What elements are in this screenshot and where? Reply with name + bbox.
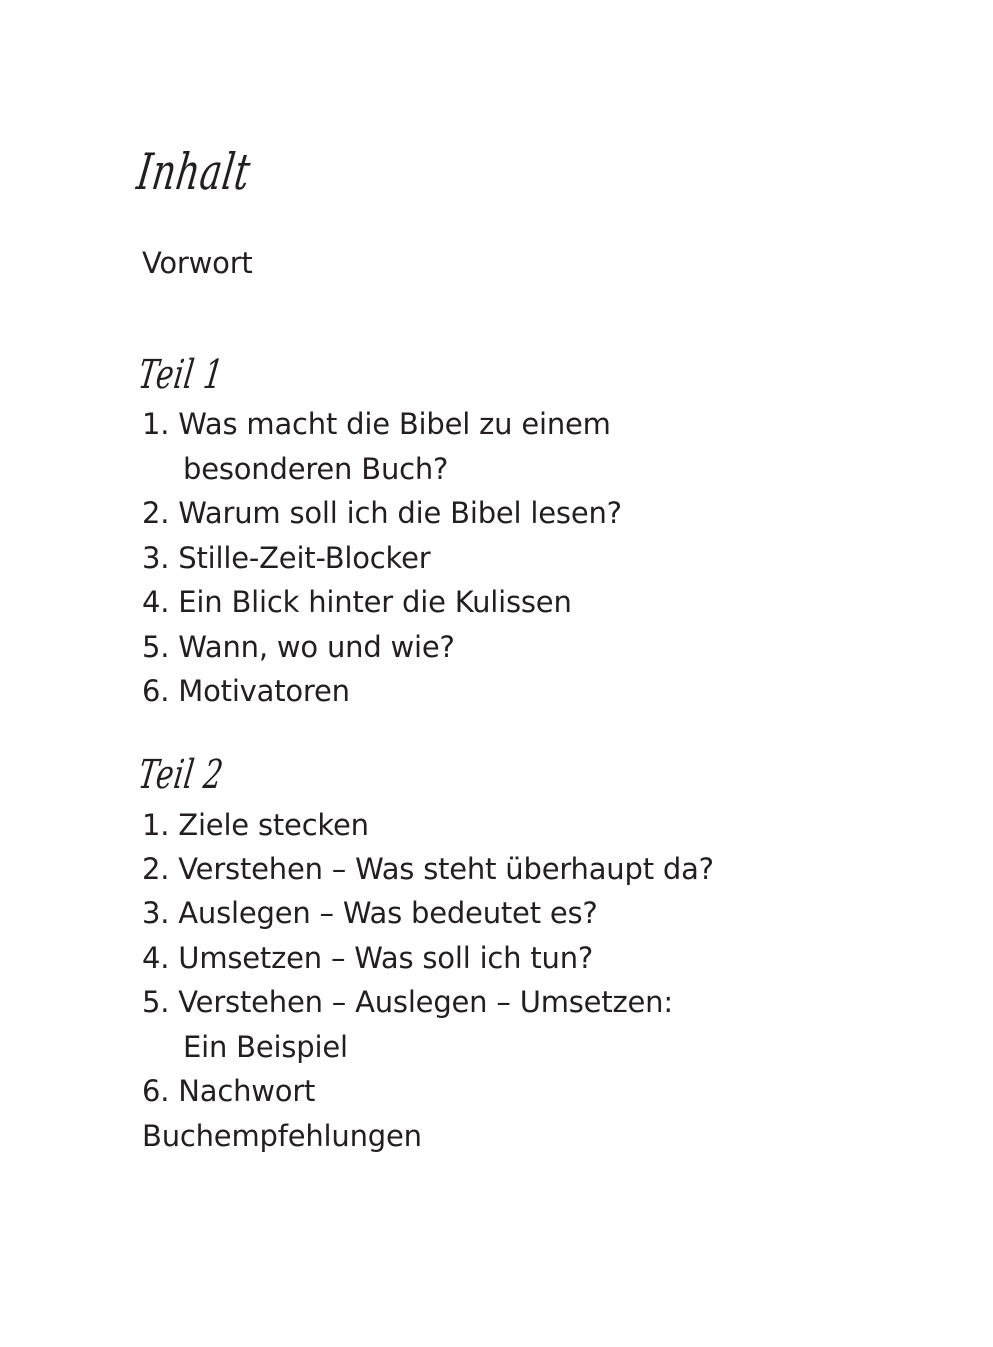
toc-entry: 2. Warum soll ich die Bibel lesen? [142,496,622,530]
toc-entry: 6. Nachwort [142,1074,316,1108]
toc-entry: 3. Auslegen – Was bedeutet es? [142,896,598,930]
toc-entry-recommendations: Buchempfehlungen [142,1119,422,1153]
toc-entry-continuation: Ein Beispiel [183,1030,348,1064]
toc-entry-continuation: besonderen Buch? [183,452,449,486]
toc-entry-foreword: Vorwort [142,246,253,280]
toc-entry: 3. Stille-Zeit-Blocker [142,541,431,575]
toc-entry: 5. Wann, wo und wie? [142,630,455,664]
toc-entry: 2. Verstehen – Was steht überhaupt da? [142,852,714,886]
part1-heading: Teil 1 [135,352,227,398]
toc-entry: 4. Ein Blick hinter die Kulissen [142,585,572,619]
toc-entry: 5. Verstehen – Auslegen – Umsetzen: [142,985,673,1019]
toc-entry: 6. Motivatoren [142,674,350,708]
toc-entry: 1. Was macht die Bibel zu einem [142,407,611,441]
toc-entry: 1. Ziele stecken [142,808,369,842]
part2-heading: Teil 2 [135,752,227,798]
toc-entry: 4. Umsetzen – Was soll ich tun? [142,941,594,975]
toc-title: Inhalt [133,143,255,201]
